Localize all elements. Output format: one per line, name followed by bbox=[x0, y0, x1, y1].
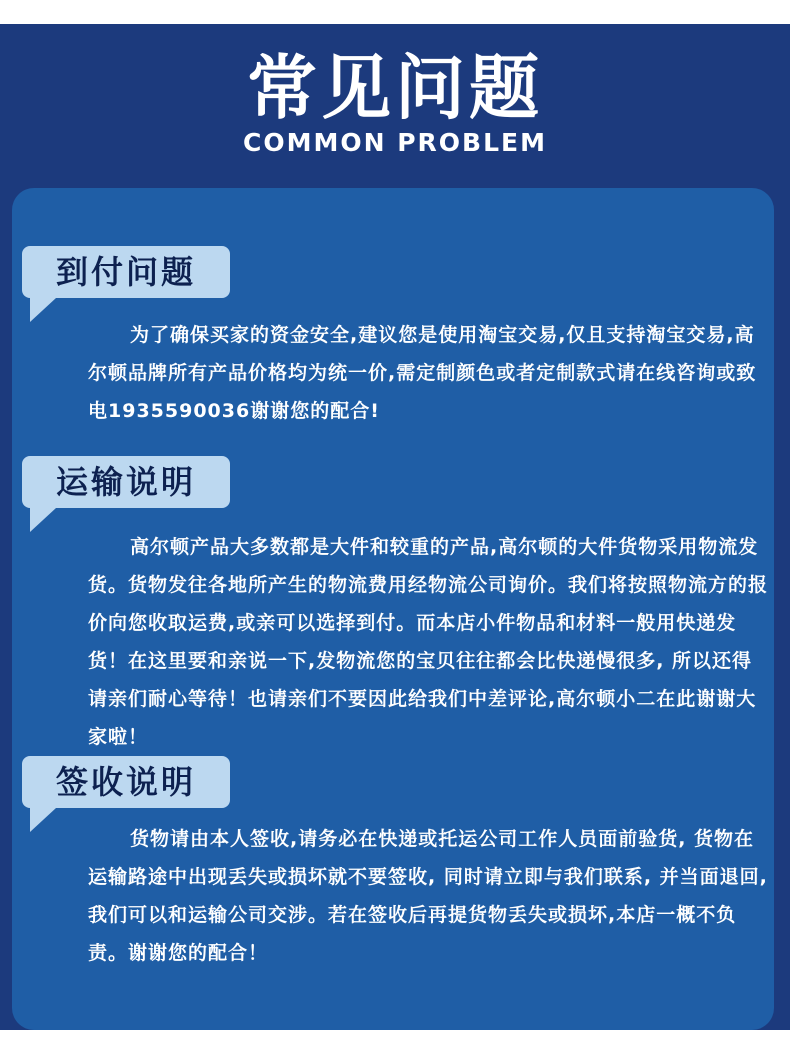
section-body-receipt: 货物请由本人签收,请务必在快递或托运公司工作人员面前验货, 货物在运输路途中出现丢失或损坏就不要签收, 同时请立即与我们联系, 并当面退回, 我们可以和运输公司交涉。若在签收后再提货物丢失或损坏,本店一概不负责。谢谢您的配合！ bbox=[88, 828, 768, 964]
page-subtitle: COMMON PROBLEM bbox=[242, 128, 547, 157]
section-tag-receipt-tail bbox=[30, 808, 56, 832]
top-white-strip bbox=[0, 0, 790, 24]
bottom-white-strip bbox=[0, 1030, 790, 1044]
section-tag-receipt: 签收说明 bbox=[22, 756, 230, 808]
page-header bbox=[0, 48, 790, 158]
section-body-shipping: 高尔顿产品大多数都是大件和较重的产品,高尔顿的大件货物采用物流发货。货物发往各地所产生的物流费用经物流公司询价。我们将按照物流方的报价向您收取运费,或亲可以选择到付。而本店小件物品和材料一般用快递发货！在这里要和亲说一下,发物流您的宝贝往往都会比快递慢很多, 所以还得请亲们耐心等待！也请亲们不要因此给我们中差评论,高尔顿小二在此谢谢大家啦！ bbox=[88, 536, 769, 748]
section-tag-cod-tail bbox=[30, 298, 56, 322]
page-title: 常见问题 bbox=[247, 47, 543, 129]
section-body-cod: 为了确保买家的资金安全,建议您是使用淘宝交易,仅且支持淘宝交易,高尔顿品牌所有产品价格均为统一价,需定制颜色或者定制款式请在线咨询或致电1935590036谢谢您的配合! bbox=[88, 324, 757, 422]
section-tag-shipping-tail bbox=[30, 508, 56, 532]
section-tag-cod: 到付问题 bbox=[22, 246, 230, 298]
section-tag-shipping: 运输说明 bbox=[22, 456, 230, 508]
